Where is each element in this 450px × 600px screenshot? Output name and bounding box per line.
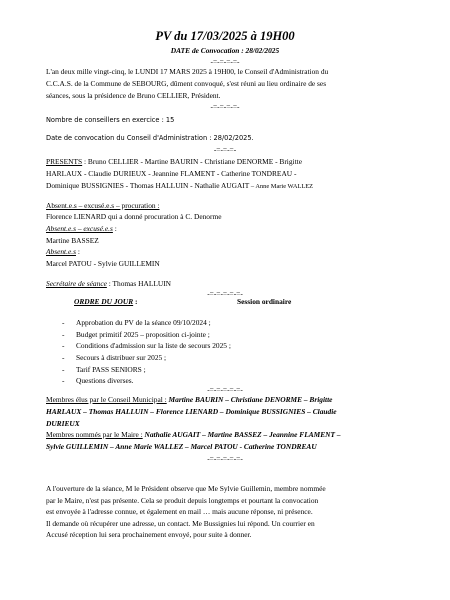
closing-paragraph-line: par le Maire, n'est pas présente. Cela se produit depuis longtemps et pourtant la convocation <box>46 496 319 505</box>
elected-members-names: Martine BAURIN – Christiane DENORME – Brigitte <box>166 395 333 404</box>
convocation-date-heading: DATE de Convocation : 28/02/2025 <box>170 46 280 55</box>
secretary-line <box>46 280 171 287</box>
appointed-members-line <box>46 431 341 438</box>
absent-excused-label: Absent.e.s – excusé.e.s <box>46 224 113 233</box>
colon: : <box>75 247 80 256</box>
members-count: Nombre de conseillers en exercice : 15 <box>46 116 175 124</box>
presents-line: HARLAUX - Claudie DURIEUX - Jeannine FLAMENT - Catherine TONDREAU - <box>46 169 297 178</box>
elected-members-names: HARLAUX – Thomas HALLUIN – Florence LIENARD – Dominique BUSSIGNIES – Claudie <box>46 407 337 416</box>
intro-line: C.C.A.S. de la Commune de SEBOURG, dûment convoqué, s'est réuni au lieu ordinaire de ses <box>46 79 327 88</box>
presents-line <box>46 158 302 165</box>
separator: -=-=-=-=-=- <box>207 454 243 463</box>
colon: : <box>112 224 117 233</box>
secretary-value: : Thomas HALLUIN <box>106 279 171 288</box>
separator: -=-=-=-=-=- <box>207 385 243 394</box>
absent-excused-line <box>46 225 117 232</box>
presents-names: : Bruno CELLIER - Martine BAURIN - Christiane DENORME - Brigitte <box>82 157 302 166</box>
elected-members-names: DURIEUX <box>46 419 80 428</box>
elected-members-line <box>46 396 332 403</box>
absent-label: Absent.e.s <box>46 247 76 256</box>
closing-paragraph-line: Accusé réception lui sera prochainement envoyé, pour suite à donner. <box>46 530 252 539</box>
agenda-heading <box>74 298 137 305</box>
agenda-item: - Conditions d'admission sur la liste de secours 2025 ; <box>76 342 231 349</box>
intro-line: L'an deux mille vingt-cinq, le LUNDI 17 MARS 2025 à 19H00, le Conseil d'Administration du <box>46 67 329 76</box>
convocation-date-line: Date de convocation du Conseil d'Administration : 28/02/2025. <box>46 134 254 142</box>
separator: -=-=-=-=- <box>210 102 240 111</box>
separator: -=-=-=-=- <box>210 57 240 66</box>
document-title: PV du 17/03/2025 à 19H00 <box>155 29 295 43</box>
session-type: Session ordinaire <box>237 297 292 306</box>
secretary-label: Secrétaire de séance <box>46 279 107 288</box>
absent-excused-value: Martine BASSEZ <box>46 236 99 245</box>
appointed-members-names: Sylvie GUILLEMIN – Anne Marie WALLEZ – Marcel PATOU - Catherine TONDREAU <box>46 442 317 451</box>
presents-names-small: – Anne Marie WALLEZ <box>249 183 314 190</box>
closing-paragraph-line: est envoyée à l'adresse connue, et également en mail … mais aucune réponse, ni présence. <box>46 507 313 516</box>
absent-line <box>46 248 80 255</box>
appointed-members-label: Membres nommés par le Maire : <box>46 430 143 439</box>
appointed-members-names: Nathalie AUGAIT – Martine BASSEZ – Jeannine FLAMENT – <box>142 430 341 439</box>
colon: : <box>133 297 138 306</box>
absent-value: Marcel PATOU - Sylvie GUILLEMIN <box>46 259 160 268</box>
agenda-item: - Questions diverses. <box>76 377 133 384</box>
intro-line: séances, sous la présidence de Bruno CELLIER, Président. <box>46 91 221 100</box>
presents-names: Dominique BUSSIGNIES - Thomas HALLUIN - Nathalie AUGAIT <box>46 181 250 190</box>
presents-label: PRESENTS <box>46 157 83 166</box>
separator: -=-=-=-=-=- <box>207 289 243 298</box>
presents-line <box>46 182 313 190</box>
agenda-item: - Budget primitif 2025 – proposition ci-jointe ; <box>76 331 210 338</box>
separator: -=-=-=- <box>213 145 237 154</box>
closing-paragraph-line: Il demande où récupérer une adresse, un contact. Me Bussignies lui répond. Un courrier en <box>46 519 315 528</box>
absent-excused-proxy-value: Florence LIENARD qui a donné procuration à C. Denorme <box>46 212 222 221</box>
agenda-item: - Approbation du PV de la séance 09/10/2024 ; <box>76 319 211 326</box>
elected-members-label: Membres élus par le Conseil Municipal : <box>46 395 167 404</box>
agenda-label: ORDRE DU JOUR <box>74 297 134 306</box>
agenda-item: - Secours à distribuer sur 2025 ; <box>76 354 166 361</box>
agenda-item: - Tarif PASS SENIORS ; <box>76 366 146 373</box>
absent-excused-proxy-label: Absent.e.s – excusé.e.s – procuration : <box>46 201 160 210</box>
closing-paragraph-line: A l'ouverture de la séance, M le Président observe que Me Sylvie Guillemin, membre nommée <box>46 484 326 493</box>
